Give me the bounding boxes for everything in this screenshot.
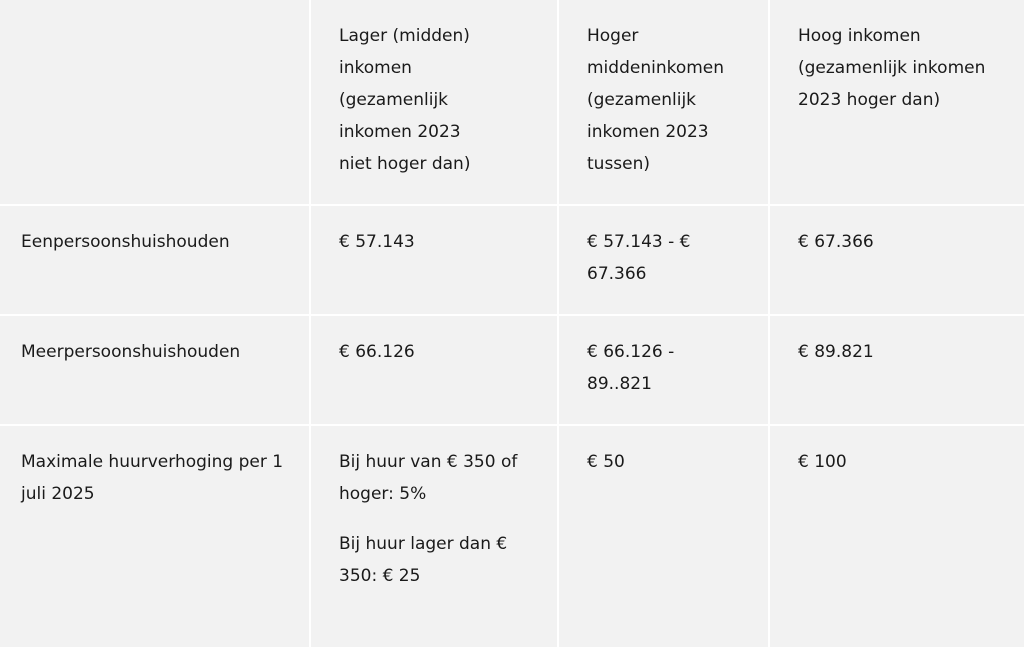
cell-hoog: € 67.366	[769, 205, 1024, 315]
cell-lager: € 66.126	[310, 315, 558, 425]
cell-hoog: € 100	[769, 425, 1024, 648]
header-lager-inkomen: Lager (midden) inkomen (gezamenlijk inkomen 2023 niet hoger dan)	[310, 0, 558, 205]
row-label-meerpersoons: Meerpersoonshuishouden	[0, 315, 310, 425]
cell-hoger-midden: € 50	[558, 425, 769, 648]
header-hoog-inkomen: Hoog inkomen (gezamenlijk inkomen 2023 hoger dan)	[769, 0, 1024, 205]
lager-line-2: Bij huur lager dan € 350: € 25	[339, 534, 508, 586]
header-empty-cell	[0, 0, 310, 205]
row-label-huurverhoging: Maximale huurverhoging per 1 juli 2025	[0, 425, 310, 648]
lager-line-1: Bij huur van € 350 of hoger: 5%	[339, 452, 518, 504]
cell-lager: € 57.143	[310, 205, 558, 315]
row-label-eenpersoons: Eenpersoonshuishouden	[0, 205, 310, 315]
table-row	[0, 315, 1024, 425]
cell-lager	[310, 425, 558, 648]
header-row	[0, 0, 1024, 205]
header-hoger-middeninkomen: Hoger middeninkomen (gezamenlijk inkomen 2023 tussen)	[558, 0, 769, 205]
table-row	[0, 425, 1024, 648]
table-row	[0, 205, 1024, 315]
cell-hoger-midden: € 57.143 - € 67.366	[558, 205, 769, 315]
cell-hoog: € 89.821	[769, 315, 1024, 425]
cell-hoger-midden: € 66.126 - 89..821	[558, 315, 769, 425]
